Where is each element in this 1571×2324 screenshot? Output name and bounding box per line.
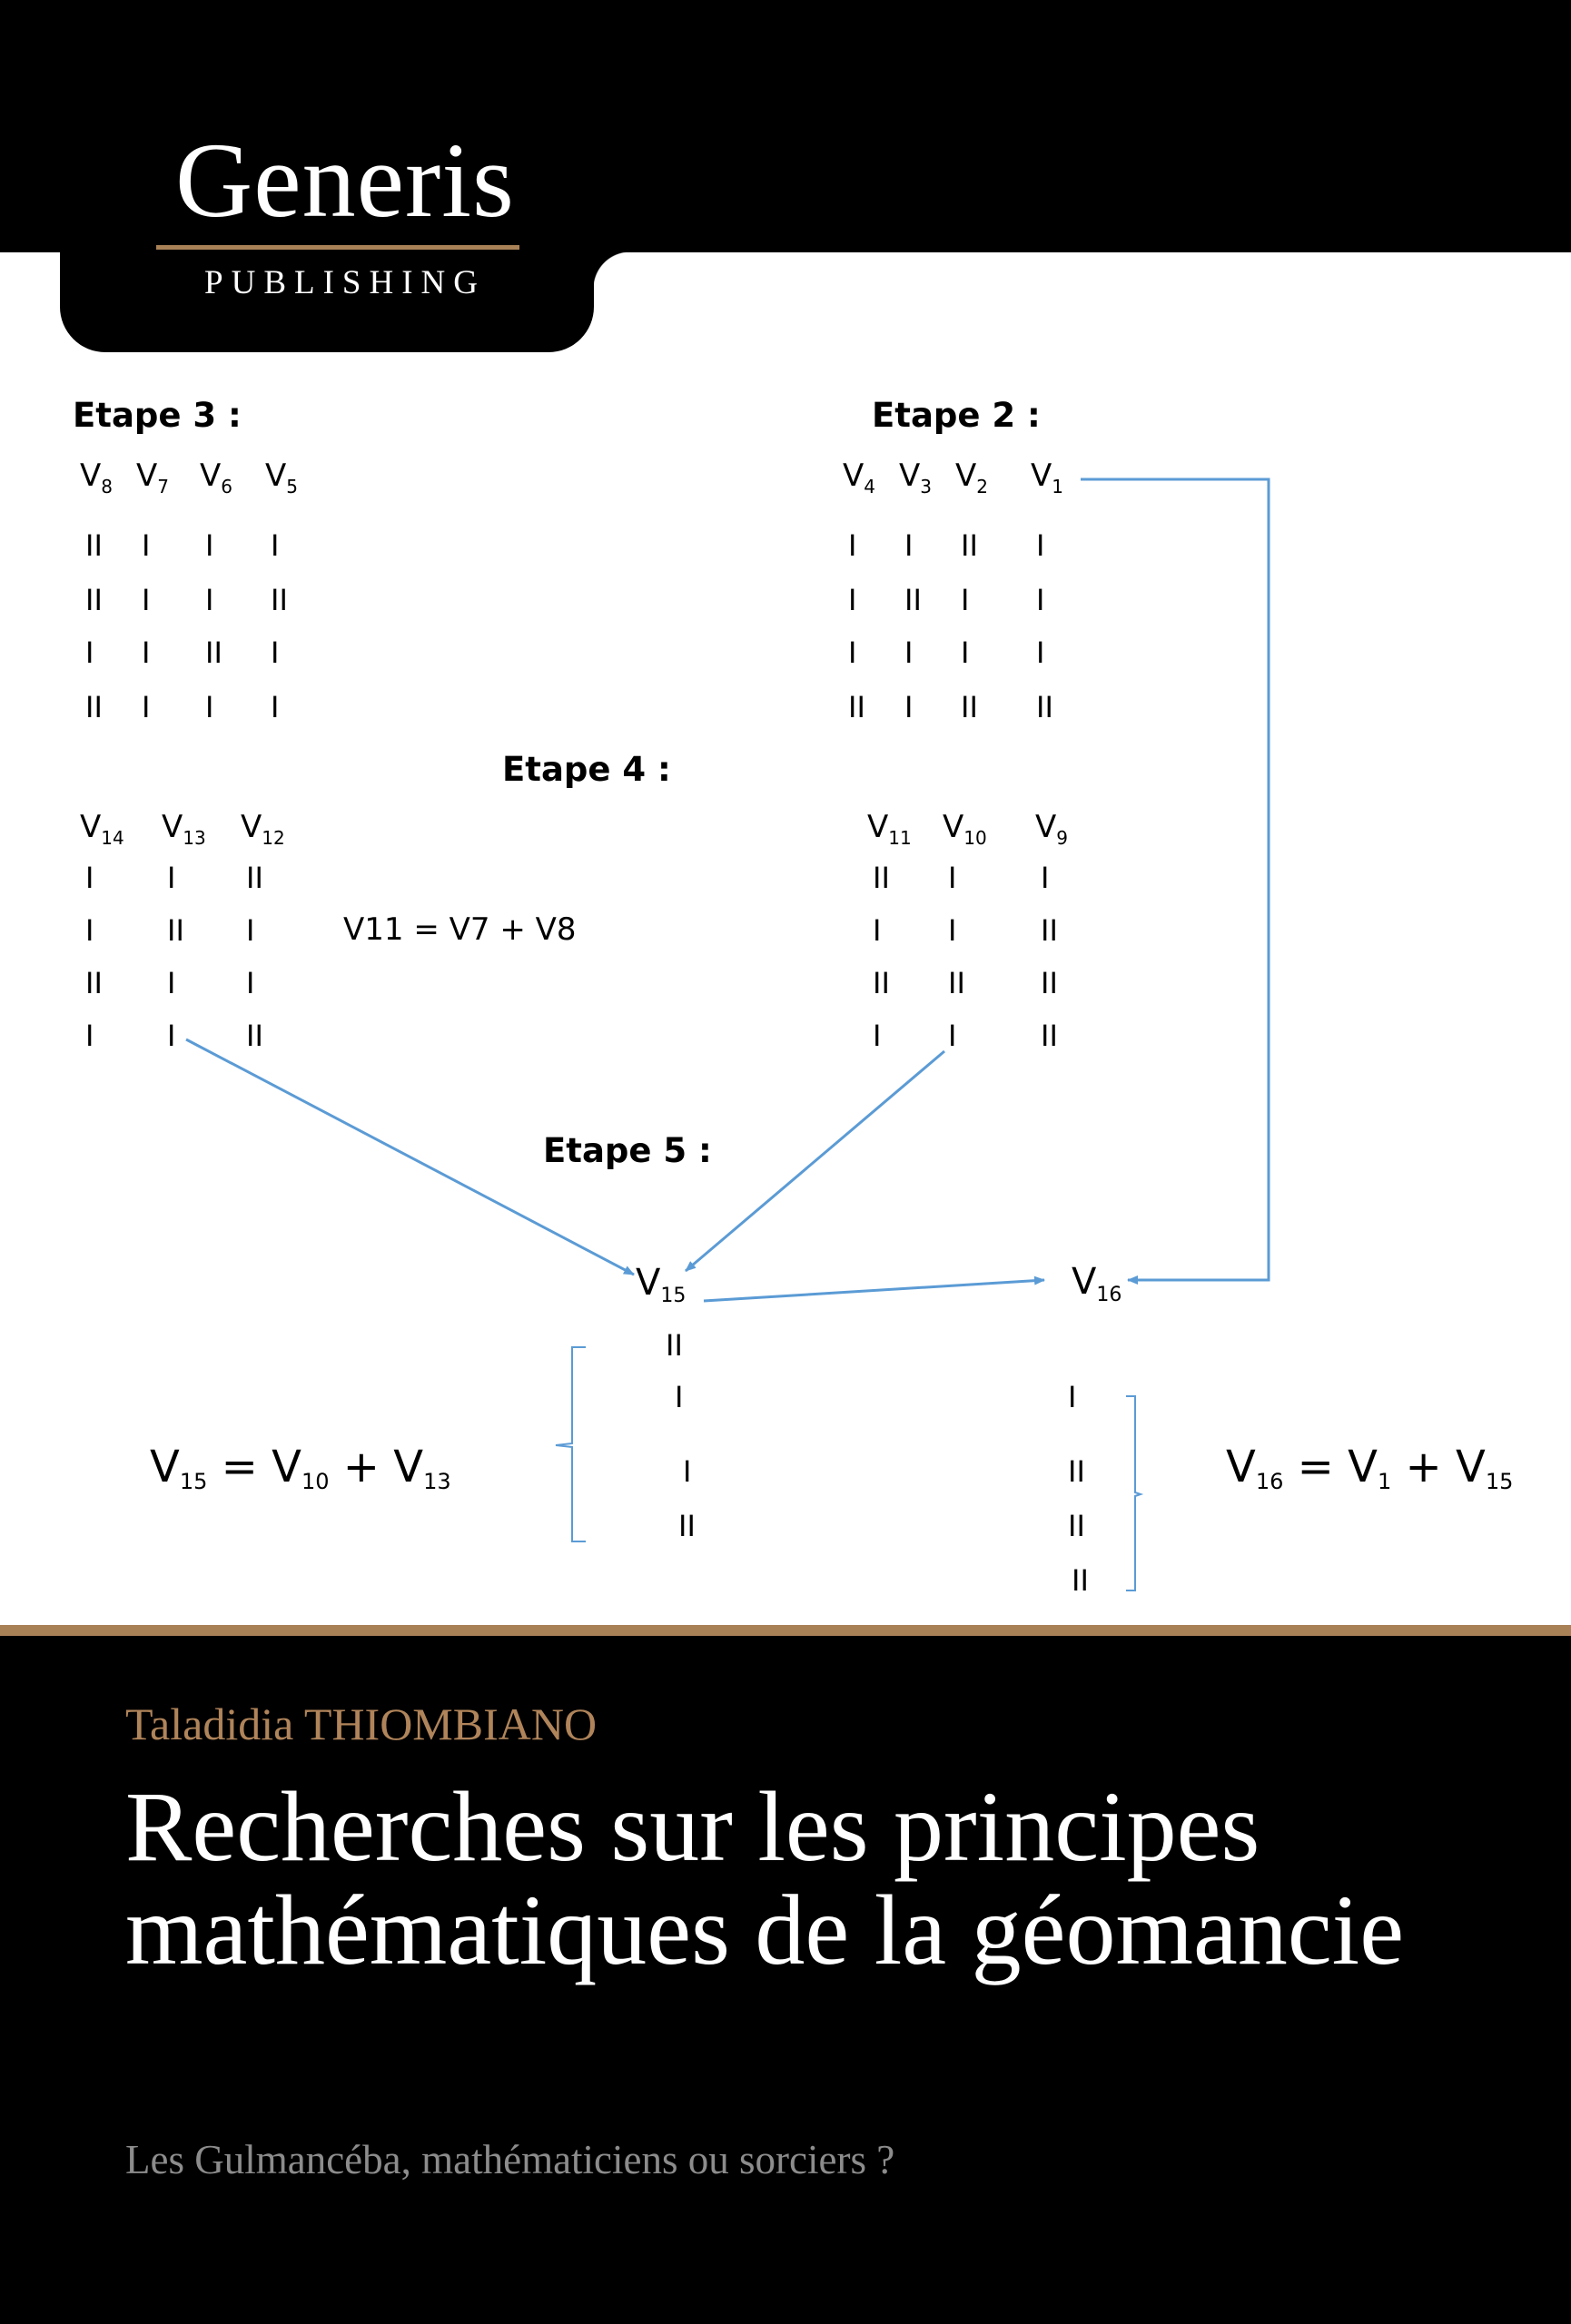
figure-mark: II xyxy=(167,913,184,948)
figure-mark: I xyxy=(167,861,176,895)
figure-mark: I xyxy=(904,528,914,563)
arrow-v10-to-v15 xyxy=(686,1051,944,1271)
v15-sub: 15 xyxy=(660,1285,687,1307)
v15-label: $V_{15}$ xyxy=(636,1262,687,1307)
v16-brace xyxy=(1126,1396,1141,1590)
figure-sub-v4: 4 xyxy=(864,476,875,497)
figure-mark: I xyxy=(85,861,94,895)
figure-label-v2: $V_2$ xyxy=(955,458,988,497)
figure-mark: I xyxy=(675,1380,684,1414)
figure-label-v5: $V_5$ xyxy=(265,458,298,497)
figure-mark: I xyxy=(1036,635,1045,670)
gold-divider xyxy=(0,1625,1571,1636)
figure-mark: II xyxy=(271,583,288,617)
figure-mark: II xyxy=(1072,1563,1089,1598)
figure-mark: II xyxy=(873,861,890,895)
etape3-figures xyxy=(80,458,298,724)
v16-label: $V_{16}$ xyxy=(1072,1261,1122,1306)
figure-mark: I xyxy=(246,913,255,948)
etape4-right-figures xyxy=(867,809,1068,1053)
title-line-1: Recherches sur les principes xyxy=(125,1771,1260,1882)
figure-mark: I xyxy=(167,1019,176,1053)
figure-mark: I xyxy=(246,966,255,1000)
formula-v11: V11 = V7 + V8 xyxy=(343,911,577,948)
figure-mark: I xyxy=(961,635,970,670)
etape5-label: Etape 5 : xyxy=(543,1131,712,1170)
figure-mark: I xyxy=(873,1019,882,1053)
figure-label-v14: $V_{14}$ xyxy=(80,809,124,849)
figure-mark: I xyxy=(142,528,151,563)
figure-label-v13: $V_{13}$ xyxy=(162,809,206,849)
figure-label-v4: $V_4$ xyxy=(843,458,875,497)
figure-mark: II xyxy=(1041,1019,1058,1053)
figure-sub-v12: 12 xyxy=(262,827,285,849)
figure-label-v6: $V_6$ xyxy=(200,458,232,497)
figure-sub-v3: 3 xyxy=(920,476,932,497)
figure-mark: I xyxy=(948,913,957,948)
figure-mark: I xyxy=(961,583,970,617)
etape2-figures xyxy=(843,458,1063,724)
figure-mark: II xyxy=(85,966,103,1000)
figure-label-v7: $V_7$ xyxy=(136,458,169,497)
etape4-label: Etape 4 : xyxy=(502,750,671,789)
figure-mark: I xyxy=(848,528,857,563)
figure-mark: II xyxy=(1041,913,1058,948)
figure-mark: I xyxy=(205,690,214,724)
figure-label-v11: $V_{11}$ xyxy=(867,809,912,849)
arrow-v15-to-v16 xyxy=(704,1280,1044,1301)
figure-label-v3: $V_3$ xyxy=(899,458,932,497)
figure-mark: I xyxy=(683,1454,692,1489)
figure-mark: I xyxy=(142,583,151,617)
figure-mark: II xyxy=(85,690,103,724)
figure-sub-v10: 10 xyxy=(963,827,987,849)
figure-mark: II xyxy=(873,966,890,1000)
figure-sub-v9: 9 xyxy=(1056,827,1068,849)
figure-mark: I xyxy=(205,528,214,563)
figure-sub-v8: 8 xyxy=(101,476,113,497)
figure-mark: II xyxy=(1036,690,1053,724)
figure-label-v12: $V_{12}$ xyxy=(241,809,285,849)
figure-sub-v11: 11 xyxy=(888,827,912,849)
figure-label-v9: $V_9$ xyxy=(1035,809,1068,849)
figure-sub-v5: 5 xyxy=(286,476,298,497)
arrow-v1-to-v16 xyxy=(1081,479,1269,1280)
figure-mark: I xyxy=(1068,1380,1077,1414)
figure-label-v8: $V_8$ xyxy=(80,458,113,497)
figure-mark: I xyxy=(85,1019,94,1053)
author-name: Taladidia THIOMBIANO xyxy=(125,1699,598,1749)
etape4-left-figures xyxy=(80,809,285,1053)
etape2-label: Etape 2 : xyxy=(872,396,1041,435)
figure-mark: I xyxy=(205,583,214,617)
figure-mark: II xyxy=(85,528,103,563)
book-subtitle: Les Gulmancéba, mathématiciens ou sorciers ? xyxy=(125,2137,895,2182)
figure-mark: I xyxy=(948,1019,957,1053)
figure-mark: I xyxy=(904,690,914,724)
figure-mark: II xyxy=(1041,966,1058,1000)
figure-sub-v13: 13 xyxy=(183,827,206,849)
figure-mark: I xyxy=(848,635,857,670)
figure-mark: II xyxy=(961,528,978,563)
v16-marks xyxy=(1068,1380,1089,1598)
title-line-2: mathématiques de la géomancie xyxy=(125,1875,1405,1985)
v16-sub: 16 xyxy=(1096,1284,1122,1306)
figure-mark: I xyxy=(85,913,94,948)
figure-mark: II xyxy=(205,635,222,670)
figure-mark: I xyxy=(142,635,151,670)
figure-sub-v14: 14 xyxy=(101,827,124,849)
figure-mark: I xyxy=(848,583,857,617)
figure-mark: II xyxy=(1068,1509,1085,1543)
v15-marks xyxy=(666,1328,696,1543)
figure-sub-v6: 6 xyxy=(221,476,232,497)
figure-mark: II xyxy=(246,861,263,895)
figure-mark: II xyxy=(848,690,865,724)
figure-mark: I xyxy=(271,690,280,724)
formula-v15: V15 = V10 + V13 xyxy=(150,1442,451,1494)
figure-mark: I xyxy=(167,966,176,1000)
figure-mark: II xyxy=(961,690,978,724)
publisher-name: Generis xyxy=(175,121,515,240)
figure-mark: II xyxy=(1068,1454,1085,1489)
figure-mark: II xyxy=(246,1019,263,1053)
figure-label-v10: $V_{10}$ xyxy=(943,809,987,849)
figure-mark: I xyxy=(85,635,94,670)
figure-mark: II xyxy=(678,1509,696,1543)
figure-mark: I xyxy=(948,861,957,895)
figure-sub-v7: 7 xyxy=(157,476,169,497)
v15-brace xyxy=(556,1347,586,1541)
figure-mark: II xyxy=(904,583,922,617)
book-title xyxy=(125,1771,1542,1985)
figure-mark: II xyxy=(948,966,965,1000)
figure-mark: I xyxy=(1041,861,1050,895)
etape3-label: Etape 3 : xyxy=(73,396,242,435)
figure-mark: I xyxy=(271,528,280,563)
figure-label-v1: $V_1$ xyxy=(1031,458,1063,497)
figure-mark: I xyxy=(904,635,914,670)
figure-mark: II xyxy=(666,1328,683,1363)
figure-mark: I xyxy=(1036,528,1045,563)
figure-mark: II xyxy=(85,583,103,617)
figure-sub-v2: 2 xyxy=(976,476,988,497)
figure-mark: I xyxy=(271,635,280,670)
figure-mark: I xyxy=(142,690,151,724)
figure-sub-v1: 1 xyxy=(1052,476,1063,497)
figure-mark: I xyxy=(1036,583,1045,617)
publisher-tagline: PUBLISHING xyxy=(204,264,486,301)
formula-v16: V16 = V1 + V15 xyxy=(1226,1442,1514,1494)
figure-mark: I xyxy=(873,913,882,948)
